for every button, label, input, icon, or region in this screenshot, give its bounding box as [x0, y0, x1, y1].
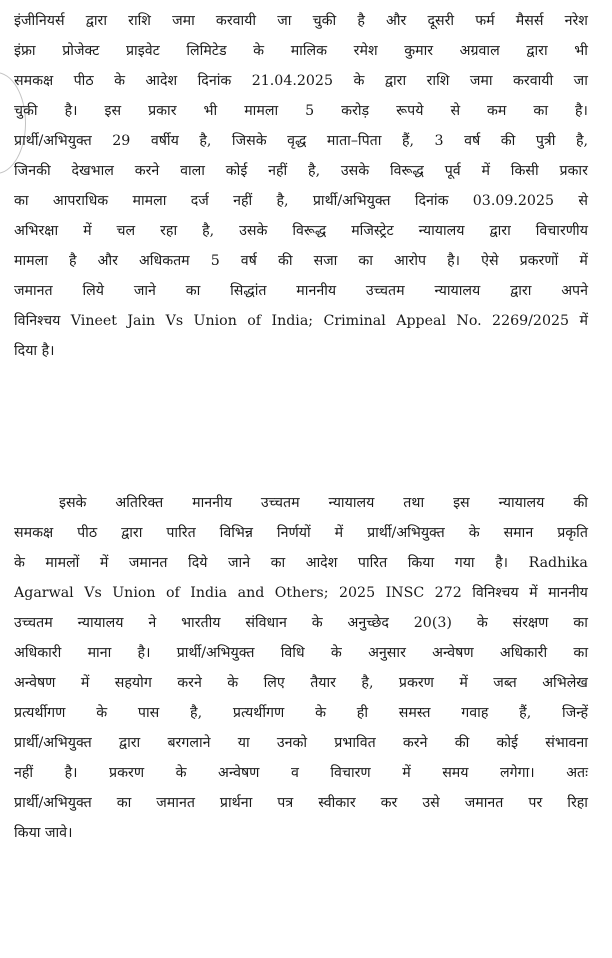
text-line: जमानत लिये जाने का सिद्धांत माननीय उच्चतम न्यायालय द्वारा अपने: [14, 283, 588, 299]
text-line: के मामलों में जमानत दिये जाने का आदेश पारित किया गया है। Radhika: [14, 555, 588, 571]
text-line: प्रार्थी/अभियुक्त का जमानत प्रार्थना पत्र स्वीकार कर उसे जमानत पर रिहा: [14, 795, 588, 811]
text-line: चुकी है। इस प्रकार भी मामला 5 करोड़ रूपये से कम का है।: [14, 103, 588, 119]
text-line: अन्वेषण में सहयोग करने के लिए तैयार है, प्रकरण में जब्त अभिलेख: [14, 675, 588, 691]
text-line: समकक्ष पीठ के आदेश दिनांक 21.04.2025 के द्वारा राशि जमा करवायी जा: [14, 73, 588, 89]
text-line: विनिश्चय Vineet Jain Vs Union of India; Criminal Appeal No. 2269/2025 में: [14, 313, 588, 329]
text-line: प्रत्यर्थीगण के पास है, प्रत्यर्थीगण के ही समस्त गवाह हैं, जिन्हें: [14, 705, 588, 721]
text-line: इंफ्रा प्रोजेक्ट प्राइवेट लिमिटेड के मालिक रमेश कुमार अग्रवाल द्वारा भी: [14, 43, 588, 59]
paragraph-bail-grounds: [14, 6, 588, 366]
text-line: Agarwal Vs Union of India and Others; 2025 INSC 272 विनिश्चय में माननीय: [14, 585, 588, 601]
text-line: उच्चतम न्यायालय ने भारतीय संविधान के अनुच्छेद 20(3) के संरक्षण का: [14, 615, 588, 631]
text-line: नहीं है। प्रकरण के अन्वेषण व विचारण में समय लगेगा। अतः: [14, 765, 588, 781]
text-line: इसके अतिरिक्त माननीय उच्चतम न्यायालय तथा इस न्यायालय की: [59, 495, 588, 511]
text-line: प्रार्थी/अभियुक्त द्वारा बरगलाने या उनको प्रभावित करने की कोई संभावना: [14, 735, 588, 751]
text-line: इंजीनियर्स द्वारा राशि जमा करवायी जा चुकी है और दूसरी फर्म मैसर्स नरेश: [14, 13, 588, 29]
text-line: अधिकारी माना है। प्रार्थी/अभियुक्त विधि के अनुसार अन्वेषण अधिकारी का: [14, 645, 588, 661]
paragraph-precedents: [14, 488, 588, 848]
text-line: जिनकी देखभाल करने वाला कोई नहीं है, उसके विरूद्ध पूर्व में किसी प्रकार: [14, 163, 588, 179]
text-line: प्रार्थी/अभियुक्त 29 वर्षीय है, जिसके वृद्ध माता–पिता हैं, 3 वर्ष की पुत्री है,: [14, 133, 588, 149]
text-line: दिया है।: [14, 343, 55, 359]
text-line: समकक्ष पीठ द्वारा पारित विभिन्न निर्णयों में प्रार्थी/अभियुक्त के समान प्रकृति: [14, 525, 588, 541]
text-line: का आपराधिक मामला दर्ज नहीं है, प्रार्थी/अभियुक्त दिनांक 03.09.2025 से: [14, 193, 588, 209]
text-line: मामला है और अधिकतम 5 वर्ष की सजा का आरोप है। ऐसे प्रकरणों में: [14, 253, 588, 269]
text-line: अभिरक्षा में चल रहा है, उसके विरूद्ध मजिस्ट्रेट न्यायालय द्वारा विचारणीय: [14, 223, 588, 239]
text-line: किया जावे।: [14, 825, 73, 841]
